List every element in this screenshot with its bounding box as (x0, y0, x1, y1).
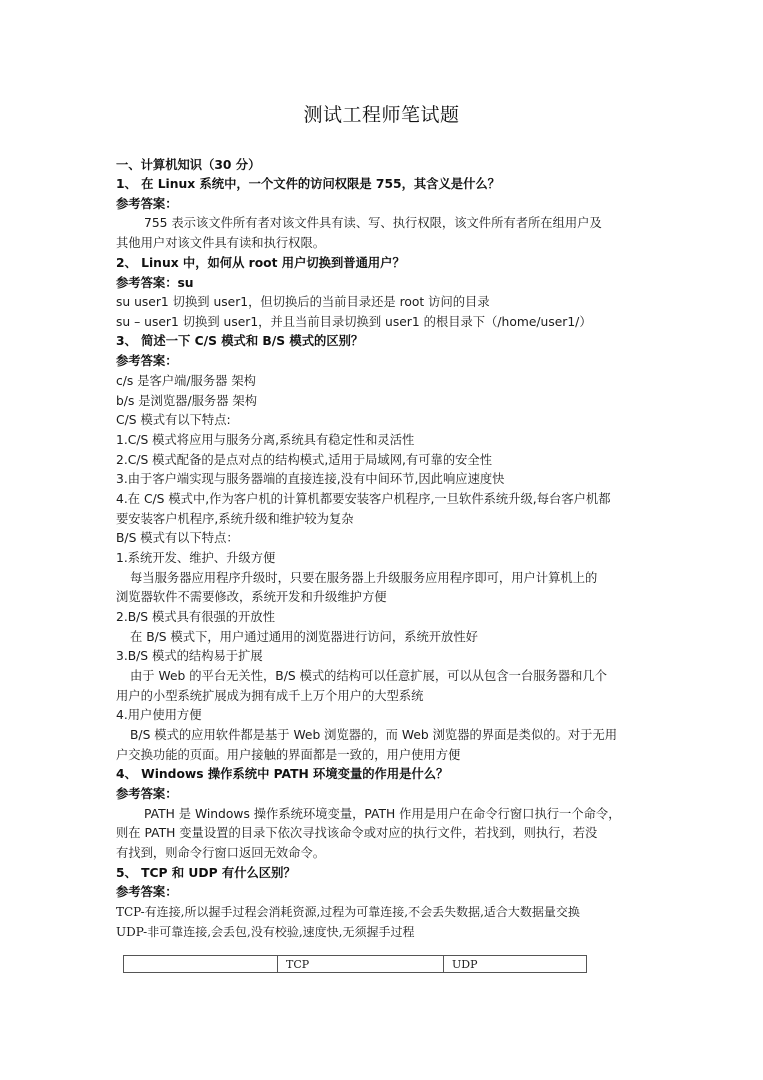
heading-line: 1、 在 Linux 系统中，一个文件的访问权限是 755，其含义是什么？ (116, 177, 500, 191)
text-line: 由于 Web 的平台无关性，B/S 模式的结构可以任意扩展，可以从包含一台服务器和几个 (130, 669, 608, 683)
text-line: b/s 是浏览器/服务器 架构 (116, 394, 257, 408)
heading-line: 参考答案： (116, 885, 178, 899)
text-line: 有找到，则命令行窗口返回无效命令。 (116, 846, 326, 860)
text-line: 3.B/S 模式的结构易于扩展 (116, 649, 263, 663)
text-line: 其他用户对该文件具有读和执行权限。 (116, 236, 326, 250)
text-line: 1.C/S 模式将应用与服务分离,系统具有稳定性和灵活性 (116, 433, 415, 447)
text-line: 户交换功能的页面。用户接触的界面都是一致的，用户使用方便 (116, 748, 461, 762)
text-line: B/S 模式的应用软件都是基于 Web 浏览器的，而 Web 浏览器的界面是类似的。对于无用 (130, 728, 618, 742)
text-line: TCP-有连接,所以握手过程会消耗资源,过程为可靠连接,不会丢失数据,适合大数据量交换 (116, 905, 580, 919)
text-line: UDP-非可靠连接,会丢包,没有校验,速度快,无须握手过程 (116, 925, 415, 939)
text-line: B/S 模式有以下特点： (116, 531, 239, 545)
text-line: c/s 是客户端/服务器 架构 (116, 374, 256, 388)
text-line: 用户的小型系统扩展成为拥有成千上万个用户的大型系统 (116, 689, 424, 703)
text-line: 要安装客户机程序,系统升级和维护较为复杂 (116, 512, 354, 526)
text-line: 1.系统开发、维护、升级方便 (116, 551, 276, 565)
text-line: C/S 模式有以下特点: (116, 413, 231, 427)
text-line: 在 B/S 模式下，用户通过通用的浏览器进行访问，系统开放性好 (130, 630, 478, 644)
text-line: 4.用户使用方便 (116, 708, 202, 722)
heading-line: 参考答案： (116, 354, 178, 368)
table-header-cell-udp: UDP (444, 956, 587, 973)
text-line: su user1 切换到 user1，但切换后的当前目录还是 root 访问的目录 (116, 295, 490, 309)
heading-line: 5、 TCP 和 UDP 有什么区别？ (116, 866, 296, 880)
text-line: 每当服务器应用程序升级时，只要在服务器上升级服务应用程序即可，用户计算机上的 (130, 571, 598, 585)
heading-line: 3、 简述一下 C/S 模式和 B/S 模式的区别？ (116, 334, 364, 348)
text-line: su – user1 切换到 user1，并且当前目录切换到 user1 的根目录下（/home/user1/） (116, 315, 592, 329)
text-line: 755 表示该文件所有者对该文件具有读、写、执行权限，该文件所有者所在组用户及 (144, 216, 602, 230)
heading-line: 参考答案： (116, 787, 178, 801)
text-line: 2.B/S 模式具有很强的开放性 (116, 610, 275, 624)
heading-line: 2、 Linux 中，如何从 root 用户切换到普通用户？ (116, 256, 405, 270)
table-header-cell-tcp: TCP (278, 956, 444, 973)
heading-line: 一、计算机知识（30 分） (116, 158, 261, 172)
table-header-cell (124, 956, 278, 973)
table-header-row (124, 956, 587, 973)
text-line: 浏览器软件不需要修改，系统开发和升级维护方便 (116, 590, 387, 604)
heading-line: 参考答案：su (116, 276, 194, 290)
text-line: 2.C/S 模式配备的是点对点的结构模式,适用于局域网,有可靠的安全性 (116, 453, 493, 467)
text-line: 则在 PATH 变量设置的目录下依次寻找该命令或对应的执行文件，若找到，则执行，若没 (116, 826, 598, 840)
text-line: 4.在 C/S 模式中,作为客户机的计算机都要安装客户机程序,一旦软件系统升级,每台客户机都 (116, 492, 611, 506)
text-line: 3.由于客户端实现与服务器端的直接连接,没有中间环节,因此响应速度快 (116, 472, 505, 486)
text-line: PATH 是 Windows 操作系统环境变量，PATH 作用是用户在命令行窗口执行一个命令， (144, 807, 621, 821)
heading-line: 参考答案： (116, 197, 178, 211)
heading-line: 4、 Windows 操作系统中 PATH 环境变量的作用是什么？ (116, 767, 449, 781)
tcp-udp-comparison-table (123, 955, 587, 973)
page-title: 测试工程师笔试题 (303, 104, 460, 126)
